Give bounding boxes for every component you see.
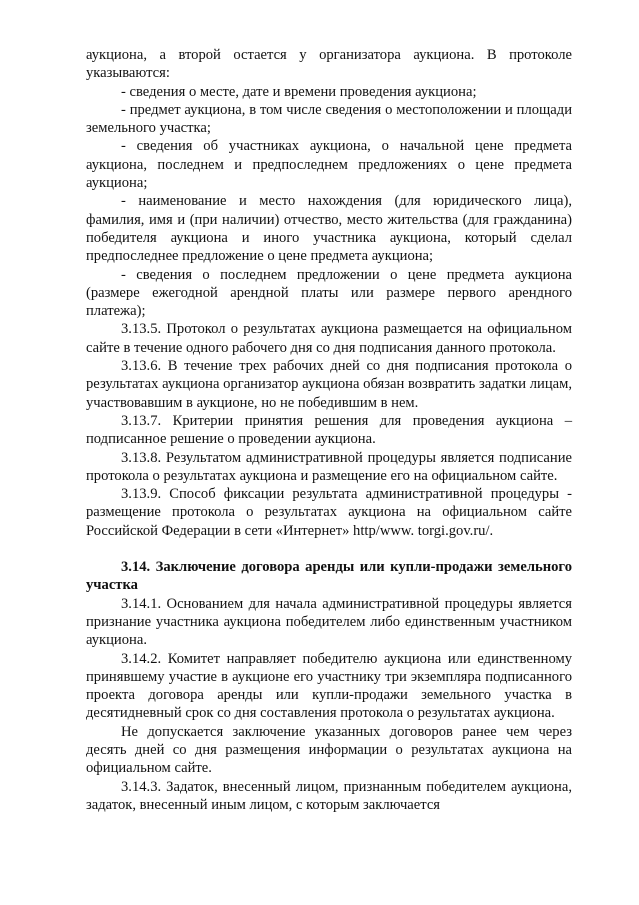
paragraph-3-13-7: 3.13.7. Критерии принятия решения для проведения аукциона – подписанное решение о проведении аукциона. — [86, 412, 572, 448]
paragraph: аукциона, а второй остается у организатора аукциона. В протоколе указываются: — [86, 47, 572, 82]
paragraph: Не допускается заключение указанных договоров ранее чем через десять дней со дня размещения информации о результатах аукциона на официальном сайте. — [86, 723, 572, 777]
paragraph-3-13-9: 3.13.9. Способ фиксации результата административной процедуры - размещение протокола о результатах аукциона на официальном сайте Российской Федерации в сети «Интернет» http/www. torgi.gov.ru/. — [86, 486, 572, 539]
list-item: - сведения о последнем предложении о цене предмета аукциона (размере ежегодной арендной платы или размере первого арендного платежа); — [86, 266, 572, 320]
paragraph-3-13-5: 3.13.5. Протокол о результатах аукциона размещается на официальном сайте в течение одного рабочего дня со дня подписания данного протокола. — [86, 321, 572, 356]
list-item: - предмет аукциона, в том числе сведения о местоположении и площади земельного участка; — [86, 101, 572, 137]
document-page — [86, 46, 572, 814]
paragraph-3-14-1: 3.14.1. Основанием для начала административной процедуры является признание участника аукциона победителем либо единственным участником аукциона. — [86, 595, 572, 649]
list-item: - сведения об участниках аукциона, о начальной цене предмета аукциона, последнем и предпоследнем предложениях о цене предмета аукциона; — [86, 138, 572, 192]
paragraph-3-13-8: 3.13.8. Результатом административной процедуры является подписание протокола о результатах аукциона и размещение его на официальном сайте. — [86, 449, 572, 484]
section-heading-3-14: 3.14. Заключение договора аренды или купли-продажи земельного участка — [86, 559, 572, 594]
paragraph-3-13-6: 3.13.6. В течение трех рабочих дней со дня подписания протокола о результатах аукциона организатор аукциона обязан возвратить задатки лицам, участвовавшим в аукционе, но не победившим в нем. — [86, 358, 572, 411]
list-item: - сведения о месте, дате и времени проведения аукциона; — [121, 83, 477, 100]
list-item: - наименование и место нахождения (для юридического лица), фамилия, имя и (при наличии) отчество, место жительства (для гражданина) победителя аукциона и иного участника аукциона, который сделал предпоследнее предложение о цене предмета аукциона; — [86, 193, 572, 265]
paragraph-3-14-3: 3.14.3. Задаток, внесенный лицом, признанным победителем аукциона, задаток, внесенный иным лицом, с которым заключается — [86, 778, 572, 813]
paragraph-3-14-2: 3.14.2. Комитет направляет победителю аукциона или единственному принявшему участие в аукционе его участнику три экземпляра подписанного проекта договора аренды или купли-продажи земельного участка в десятидневный срок со дня составления протокола о результатах аукциона. — [86, 650, 572, 722]
